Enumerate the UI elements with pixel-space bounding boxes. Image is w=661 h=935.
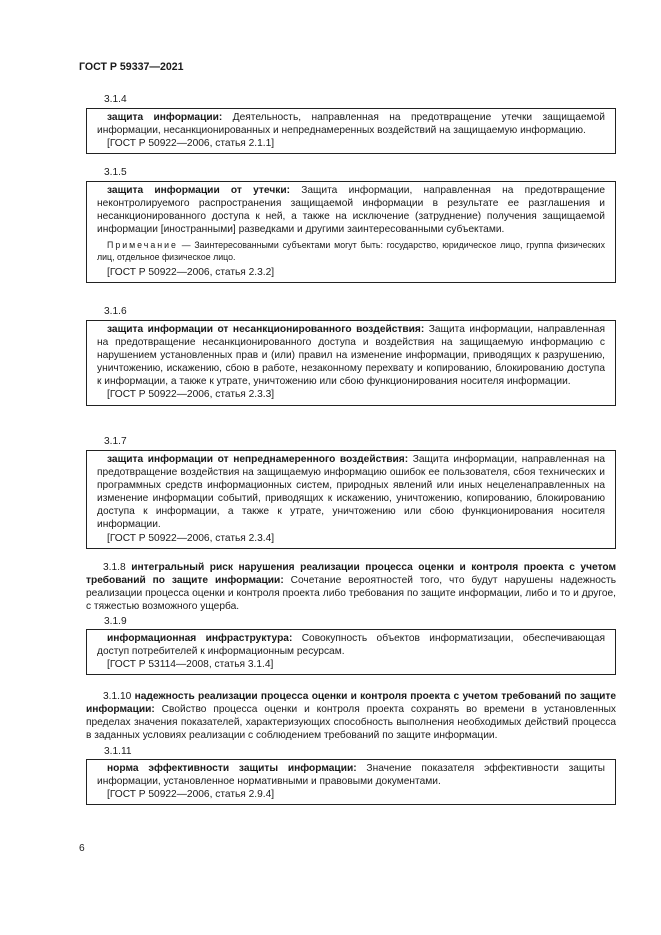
term: защита информации от утечки: xyxy=(107,185,290,196)
entry-number: 3.1.7 xyxy=(104,436,127,447)
page-number: 6 xyxy=(79,843,85,854)
definition-box xyxy=(86,108,616,154)
source-reference: [ГОСТ Р 50922—2006, статья 2.9.4] xyxy=(107,789,275,801)
term: защита информации от несанкционированного воздействия: xyxy=(107,324,425,335)
entry-number: 3.1.8 xyxy=(103,562,126,573)
definition-text xyxy=(97,111,605,137)
definition: Свойство процесса оценки и контроля проекта сохранять во времени в установленных пределах значения показателей, характеризующих способность выполнения необходимых действий процесса в заданных условиях реализации с соблюдением требований по защите информации. xyxy=(86,704,616,742)
source-reference: [ГОСТ Р 50922—2006, статья 2.3.4] xyxy=(107,532,275,544)
definition: Деятельность, направленная на предотвращение утечки защищаемой информации, несанкционированных и непреднамеренных воздействий на защищаемую информацию. xyxy=(97,112,605,137)
entry-number: 3.1.10 xyxy=(103,691,132,702)
definition-box xyxy=(86,629,616,675)
definition-paragraph xyxy=(86,690,616,742)
definition: Сочетание вероятностей того, что будут нарушены надежность реализации процесса оценки и контроля проекта либо требования по защите информации, либо и то и другое, с тяжестью возможного ущерба. xyxy=(86,575,617,613)
document-header: ГОСТ Р 59337—2021 xyxy=(79,61,184,73)
note-text: — Заинтересованными субъектами могут быть: государство, юридическое лицо, группа физических лиц, отдельное физическое лицо. xyxy=(97,240,605,263)
entry-number: 3.1.6 xyxy=(104,306,127,317)
term: защита информации: xyxy=(107,112,223,123)
term: защита информации от непреднамеренного воздействия: xyxy=(107,454,409,465)
definition: Защита информации, направленная на предотвращение несанкционированного доступа и воздействия на защищаемую информацию с нарушением установленных прав и (или) правил на изменение информации, приводящих к разрушению, уничтожению, искажению, сбою в работе, незаконному перехвату и копированию, блокированию доступа к информации, а также к утрате, уничтожению или сбою функционирования носителя информации. xyxy=(97,324,605,388)
definition: Защита информации, направленная на предотвращение воздействия на защищаемую информацию ошибок ее пользователя, сбоя технических и программных средств информационных систем, природных явлений или иных нецеленаправленных на изменение информации событий, приводящих к искажению, уничтожению, копированию, блокированию доступа к информации, а также к утрате, уничтожению или сбою функционирования носителя информации. xyxy=(97,454,605,531)
definition-text xyxy=(97,323,605,388)
term: норма эффективности защиты информации: xyxy=(107,763,357,774)
definition: Значение показателя эффективности защиты информации, установленное нормативными и правовыми документами. xyxy=(97,763,605,788)
definition-box xyxy=(86,181,616,283)
note xyxy=(97,239,605,263)
definition-box xyxy=(86,450,616,549)
definition: Совокупность объектов информатизации, обеспечивающая доступ потребителей к информационным ресурсам. xyxy=(97,633,605,658)
definition-text xyxy=(97,184,605,236)
source-reference: [ГОСТ Р 50922—2006, статья 2.3.3] xyxy=(107,389,275,401)
definition-box xyxy=(86,320,616,406)
source-reference: [ГОСТ Р 50922—2006, статья 2.1.1] xyxy=(107,138,275,150)
entry-number: 3.1.9 xyxy=(104,616,127,627)
definition-text xyxy=(97,762,605,788)
entry-number: 3.1.11 xyxy=(104,746,132,757)
source-reference: [ГОСТ Р 53114—2008, статья 3.1.4] xyxy=(107,659,274,671)
definition-paragraph xyxy=(86,561,616,613)
note-label: Примечание xyxy=(107,240,178,251)
entry-number: 3.1.5 xyxy=(104,167,127,178)
term: надежность реализации процесса оценки и контроля проекта с учетом требований по защите информации: xyxy=(86,691,616,716)
source-reference: [ГОСТ Р 50922—2006, статья 2.3.2] xyxy=(107,267,275,279)
definition-text xyxy=(97,453,605,532)
term: интегральный риск нарушения реализации процесса оценки и контроля проекта с учетом требований по защите информации: xyxy=(86,562,616,587)
term: информационная инфраструктура: xyxy=(107,633,293,644)
definition: Защита информации, направленная на предотвращение неконтролируемого распространения защищаемой информации в результате ее разглашения и несанкционированного доступа к ней, а также на исключение (затруднение) получения защищаемой информации [иностранными] разведками и другими заинтересованными субъектами. xyxy=(97,185,606,236)
definition-text xyxy=(97,632,605,658)
definition-box xyxy=(86,759,616,805)
entry-number: 3.1.4 xyxy=(104,94,127,105)
